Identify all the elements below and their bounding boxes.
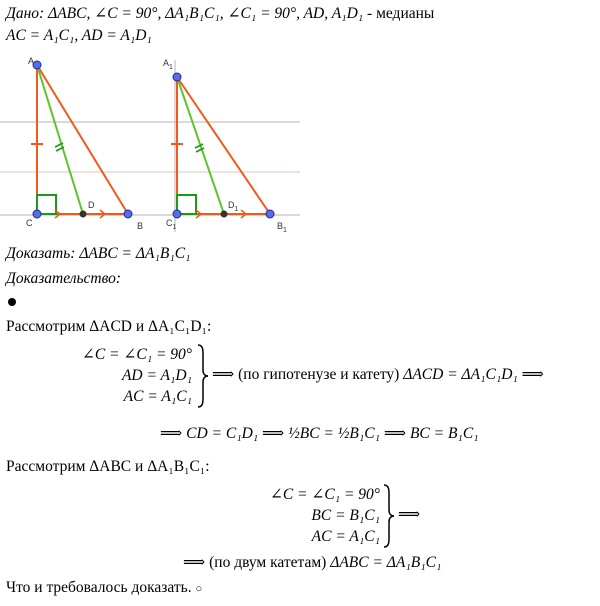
- step1-result: ΔACD = ΔA₁C₁D₁: [403, 366, 518, 383]
- implies-icon: ⟹: [160, 425, 183, 442]
- step1-reason: (по гипотенузе и катету): [238, 366, 400, 383]
- implies-icon: ⟹: [183, 554, 206, 571]
- step2-cond-1: ∠C = ∠C₁ = 90°: [269, 486, 380, 503]
- step1-cond-1: ∠C = ∠C₁ = 90°: [81, 346, 192, 363]
- label-a1: $A_1$: [163, 58, 173, 71]
- step2-cond-2: BC = B₁C₁: [311, 507, 380, 524]
- point-a1: [173, 73, 181, 81]
- point-d: [80, 211, 87, 218]
- step2-cond-3: AC = A₁C₁: [311, 528, 380, 545]
- qed-circle-icon: ○: [195, 583, 203, 595]
- hypotenuse-a1b1: [177, 77, 270, 214]
- right-brace-icon: [196, 344, 210, 408]
- bullet: [8, 298, 16, 306]
- median-ad: [37, 65, 83, 214]
- point-b1: [266, 210, 274, 218]
- step1-intro: Рассмотрим ΔACD и ΔA₁C₁D₁:: [6, 318, 212, 335]
- step2-reason: (по двум катетам): [209, 554, 327, 571]
- step2-conclusion: [183, 553, 441, 572]
- triangles-figure: [0, 52, 310, 240]
- point-c: [33, 210, 41, 218]
- label-b1: $B_1$: [277, 221, 287, 234]
- label-b: B: [137, 221, 144, 231]
- label-d: D: [88, 200, 95, 210]
- conclusion-text: Что и требовалось доказать.: [6, 579, 192, 596]
- given-suffix: - медианы: [367, 5, 435, 22]
- given-text: ΔABC, ∠C = 90°, ΔA₁B₁C₁, ∠C₁ = 90°, AD, A₁D₁: [48, 5, 364, 22]
- conclusion-line: [6, 579, 202, 597]
- label-d1: $D_1$: [228, 200, 239, 213]
- hypotenuse-ab: [37, 65, 128, 214]
- step2-intro: Рассмотрим ΔABC и ΔA₁B₁C₁:: [6, 458, 210, 475]
- step1-cond-3: AC = A₁C₁: [123, 388, 192, 405]
- triangle-abc: [26, 56, 143, 231]
- label-c: C: [26, 218, 33, 228]
- step1-cond-2: AD = A₁D₁: [121, 367, 192, 384]
- step2-conditions: [252, 484, 380, 547]
- triangle-a1b1c1: [163, 58, 287, 234]
- step2-result: ΔABC = ΔA₁B₁C₁: [330, 554, 442, 571]
- point-b: [124, 210, 132, 218]
- label-c1: $C_1$: [166, 218, 177, 231]
- given-label: Дано:: [6, 5, 45, 22]
- implies-icon: ⟹: [521, 366, 544, 383]
- step1-conclusion: [212, 365, 544, 384]
- step1-chain-text: CD = C₁D₁ ⟹ ½BC = ½B₁C₁ ⟹ BC = B₁C₁: [186, 425, 479, 442]
- prove-label: Доказать:: [6, 245, 76, 262]
- implies-icon: ⟹: [398, 506, 421, 523]
- prove-line: [6, 245, 190, 263]
- point-d1: [221, 211, 228, 218]
- step1-chain: [160, 424, 479, 443]
- point-c1: [173, 210, 181, 218]
- step1-conditions: [66, 344, 192, 407]
- point-a: [33, 61, 41, 69]
- proof-label: Доказательство:: [6, 270, 122, 287]
- implies-icon: ⟹: [212, 366, 235, 383]
- given-line: [6, 4, 434, 23]
- label-a: A: [28, 56, 35, 66]
- given-line-2: AC = A₁C₁, AD = A₁D₁: [6, 27, 152, 44]
- prove-text: ΔABC = ΔA₁B₁C₁: [79, 245, 191, 262]
- right-brace-icon: [382, 484, 396, 548]
